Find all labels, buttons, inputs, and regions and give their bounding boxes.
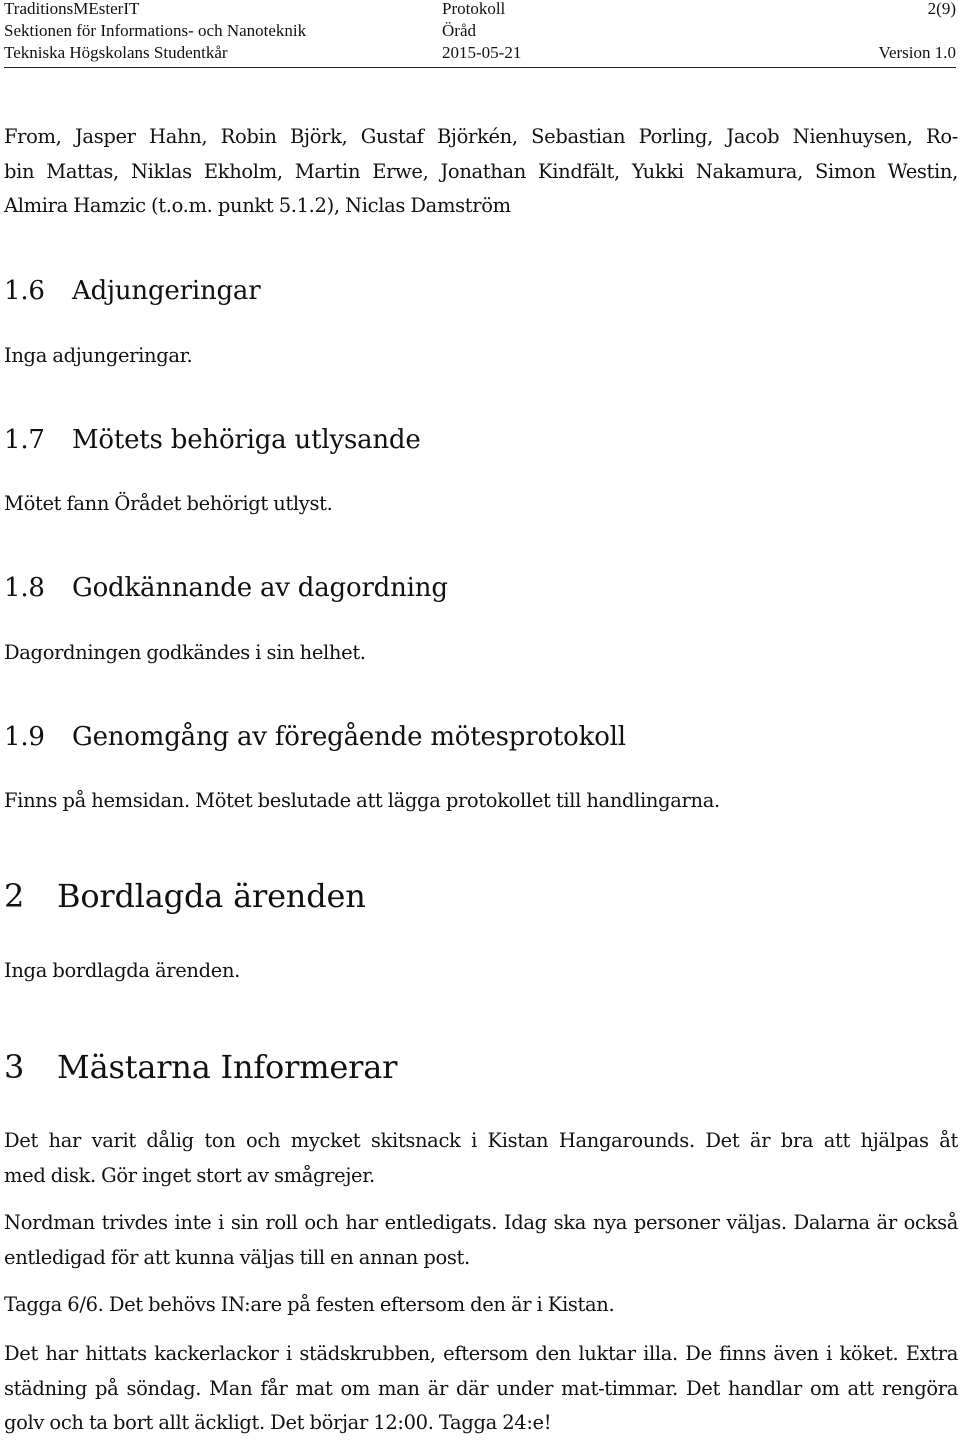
chapter3-paragraph-2 xyxy=(4,1206,958,1275)
header-union: Tekniska Högskolans Studentkår xyxy=(4,43,228,62)
chapter3-paragraph-3 xyxy=(4,1288,958,1323)
header-doc-type: Protokoll xyxy=(442,0,506,18)
paragraph-line: Det har varit dålig ton och mycket skitsnack i Kistan Hangarounds. Det är bra att hjälpas åt xyxy=(4,1129,958,1152)
header-divider xyxy=(4,67,956,68)
header-body: Öråd xyxy=(442,21,476,40)
paragraph-line: Det har hittats kackerlackor i städskrubben, eftersom den luktar illa. De finns även i köket. Extra xyxy=(4,1342,958,1365)
header-page-number: 2(9) xyxy=(927,0,956,18)
paragraph-line: Nordman trivdes inte i sin roll och har entledigats. Idag ska nya personer väljas. Dalarna är också xyxy=(4,1211,958,1234)
header-row-3 xyxy=(4,42,956,64)
paragraph-line: entledigad för att kunna väljas till en annan post. xyxy=(4,1245,470,1269)
section-text-1-6 xyxy=(4,339,958,374)
section-heading-1-8 xyxy=(4,571,448,605)
chapter3-paragraph-4 xyxy=(4,1337,958,1441)
header-row-2 xyxy=(4,20,956,42)
attendance-line: bin Mattas, Niklas Ekholm, Martin Erwe, Jonathan Kindfält, Yukki Nakamura, Simon Westin, xyxy=(4,159,958,183)
paragraph-line: städning på söndag. Man får mat om man är där under mat-timmar. Det handlar om att rengöra xyxy=(4,1376,958,1400)
paragraph-line: Tagga 6/6. Det behövs IN:are på festen eftersom den är i Kistan. xyxy=(4,1293,615,1316)
attendance-paragraph xyxy=(4,120,958,224)
section-text-line: Mötet fann Örådet behörigt utlyst. xyxy=(4,492,333,515)
section-text-1-8 xyxy=(4,636,958,671)
chapter-heading-3 xyxy=(4,1047,397,1087)
header-org: TraditionsMEsterIT xyxy=(4,0,140,18)
chapter-heading-2 xyxy=(4,876,366,916)
header-section: Sektionen för Informations- och Nanoteknik xyxy=(4,21,307,40)
section-text-line: Inga adjungeringar. xyxy=(4,344,193,367)
chapter-title: Mästarna Informerar xyxy=(57,1048,398,1086)
header-version: Version 1.0 xyxy=(878,43,956,62)
paragraph-line: golv och ta bort allt äckligt. Det börjar 12:00. Tagga 24:e! xyxy=(4,1411,552,1434)
section-title: Adjungeringar xyxy=(72,276,261,306)
section-number: 1.6 xyxy=(4,276,45,306)
header-date: 2015-05-21 xyxy=(442,43,522,62)
section-text-line: Finns på hemsidan. Mötet beslutade att lägga protokollet till handlingarna. xyxy=(4,789,720,812)
section-title: Mötets behöriga utlysande xyxy=(72,425,421,455)
section-title: Godkännande av dagordning xyxy=(72,573,448,603)
section-heading-1-6 xyxy=(4,274,260,308)
section-number: 1.9 xyxy=(4,722,45,752)
attendance-line: Almira Hamzic (t.o.m. punkt 5.1.2), Niclas Damström xyxy=(4,194,511,217)
chapter3-paragraph-1 xyxy=(4,1124,958,1193)
chapter-text-2 xyxy=(4,954,958,989)
chapter-number: 2 xyxy=(4,877,25,915)
section-number: 1.8 xyxy=(4,573,45,603)
section-heading-1-9 xyxy=(4,720,626,754)
section-title: Genomgång av föregående mötesprotokoll xyxy=(72,722,626,752)
section-text-1-9 xyxy=(4,784,958,819)
chapter-title: Bordlagda ärenden xyxy=(57,877,366,915)
section-number: 1.7 xyxy=(4,425,45,455)
chapter-text-line: Inga bordlagda ärenden. xyxy=(4,959,241,982)
chapter-number: 3 xyxy=(4,1048,25,1086)
section-text-line: Dagordningen godkändes i sin helhet. xyxy=(4,641,366,664)
section-heading-1-7 xyxy=(4,423,421,457)
header-row-1 xyxy=(4,0,956,20)
paragraph-line: med disk. Gör inget stort av smågrejer. xyxy=(4,1163,375,1187)
attendance-line: From, Jasper Hahn, Robin Björk, Gustaf Björkén, Sebastian Porling, Jacob Nienhuysen, Ro- xyxy=(4,125,958,148)
section-text-1-7 xyxy=(4,487,958,522)
